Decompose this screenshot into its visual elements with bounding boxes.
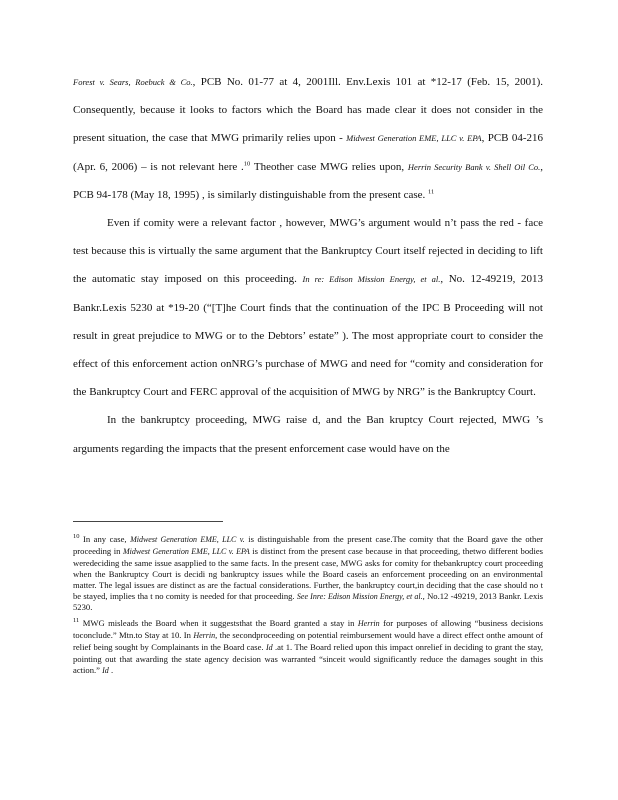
text-run: Even if comity were a relevant factor , however, MWG’s argument would n’t pass the red - face test because this is virtually the same argument that the Bankruptcy Court itself rejected in deciding to lift the automatic stay imposed on this proceeding. — [73, 217, 543, 286]
paragraph-2 — [73, 209, 543, 406]
case-citation: Herrin — [193, 631, 216, 641]
paragraph-3 — [73, 406, 543, 462]
text-run: is distinct from the present case because in that proceeding, thetwo different bodies weredeciding the same issue asapplied to the same facts. In the present case, MWG asks for comity for thebankruptcy court proceeding when the Bankruptcy Court is decidi ng bankruptcy issues while the Board caseis an enforcement proceeding on an environmental matter. The legal issues are distinct as are the factual considerations. Further, the bankruptcy court,in deciding that the case should no t be stayed, implies tha t no comity is needed for that proceeding. — [73, 545, 543, 601]
text-run: .at 1. The Board relied upon this impact onrelief in deciding to grant the stay, pointing out that awarding the state agency decision was warranted “sinceit would significantly reduce the damages sought in this action.” — [73, 642, 543, 675]
text-run: for purposes of allowing “business decisions toconclude.” Mtn.to Stay at 10. In — [73, 618, 543, 641]
paragraph-1 — [73, 68, 543, 209]
footnote-11 — [73, 618, 543, 677]
text-run: In the bankruptcy proceeding, MWG raise d, and the Ban kruptcy Court rejected, MWG ’s arguments regarding the impacts that the present enforcement case would have on the — [73, 414, 543, 455]
text-run: , No. 12-49219, 2013 Bankr.Lexis 5230 at *19-20 (“[T]he Court finds that the continuation of the IPC B Proceeding will not result in great prejudice to MWG or to the Debtors’ estate” ). The most appropriate court to consider the effect of this enforcement action onNRG’s purchase of MWG and need for “comity and consideration for the Bankruptcy Court and FERC approval of the acquisition of MWG by NRG” is the Bankruptcy Court. — [73, 273, 543, 399]
text-run: . — [110, 664, 114, 675]
case-citation: In re: Edison Mission Energy, et al. — [302, 274, 441, 285]
body-text — [73, 68, 543, 463]
case-citation: Midwest Generation EME, LLC v. — [130, 535, 245, 544]
text-run: , No.12 -49219, 2013 Bankr. Lexis 5230. — [73, 590, 544, 613]
citation-id: Id — [265, 643, 273, 653]
case-citation: Midwest Generation EME, LLC v. EPA — [122, 546, 250, 556]
citation-id: Id — [102, 665, 109, 675]
text-run: Theother case MWG relies upon, — [253, 160, 405, 173]
footnote-ref-11[interactable]: 11 — [428, 188, 435, 196]
text-run: MWG misleads the Board when it suggeststhat the Board granted a stay in — [82, 618, 355, 629]
text-run: , PCB 04-216 (Apr. 6, 2006) – is not relevant here . — [73, 132, 543, 173]
case-citation: Herrin — [357, 619, 380, 629]
case-citation: Midwest Generation EME, LLC v. EPA — [346, 133, 482, 144]
footnote-number: 10 — [73, 533, 80, 541]
footnote-divider — [73, 521, 223, 522]
footnote-ref-10[interactable]: 10 — [243, 159, 251, 167]
footnote-10 — [73, 534, 543, 613]
text-run: , PCB No. 01-77 at 4, 2001Ill. Env.Lexis 101 at *12-17 (Feb. 15, 2001). Consequently, because it looks to factors which the Board has made clear it does not consider in the present situation, the case that MWG primarily relies upon - — [73, 76, 544, 145]
case-citation: Forest v. Sears, Roebuck & Co. — [73, 77, 193, 87]
footnotes — [73, 534, 543, 682]
case-citation: See Inre: Edison Mission Energy, et al. — [296, 591, 423, 601]
text-run: , the secondproceeding on potential reimbursement would have a direct effect onthe amount of relief being sought by Complainants in the Board case. — [73, 630, 544, 653]
text-run: In any case, — [83, 534, 127, 544]
text-run: , PCB 94-178 (May 18, 1995) , is similarly distinguishable from the present case. — [73, 160, 544, 201]
text-run: is distinguishable from the present case.The comity that the Board gave the other proceeding in — [73, 534, 544, 556]
footnote-number: 11 — [73, 617, 80, 625]
case-citation: Herrin Security Bank v. Shell Oil Co. — [407, 161, 541, 172]
